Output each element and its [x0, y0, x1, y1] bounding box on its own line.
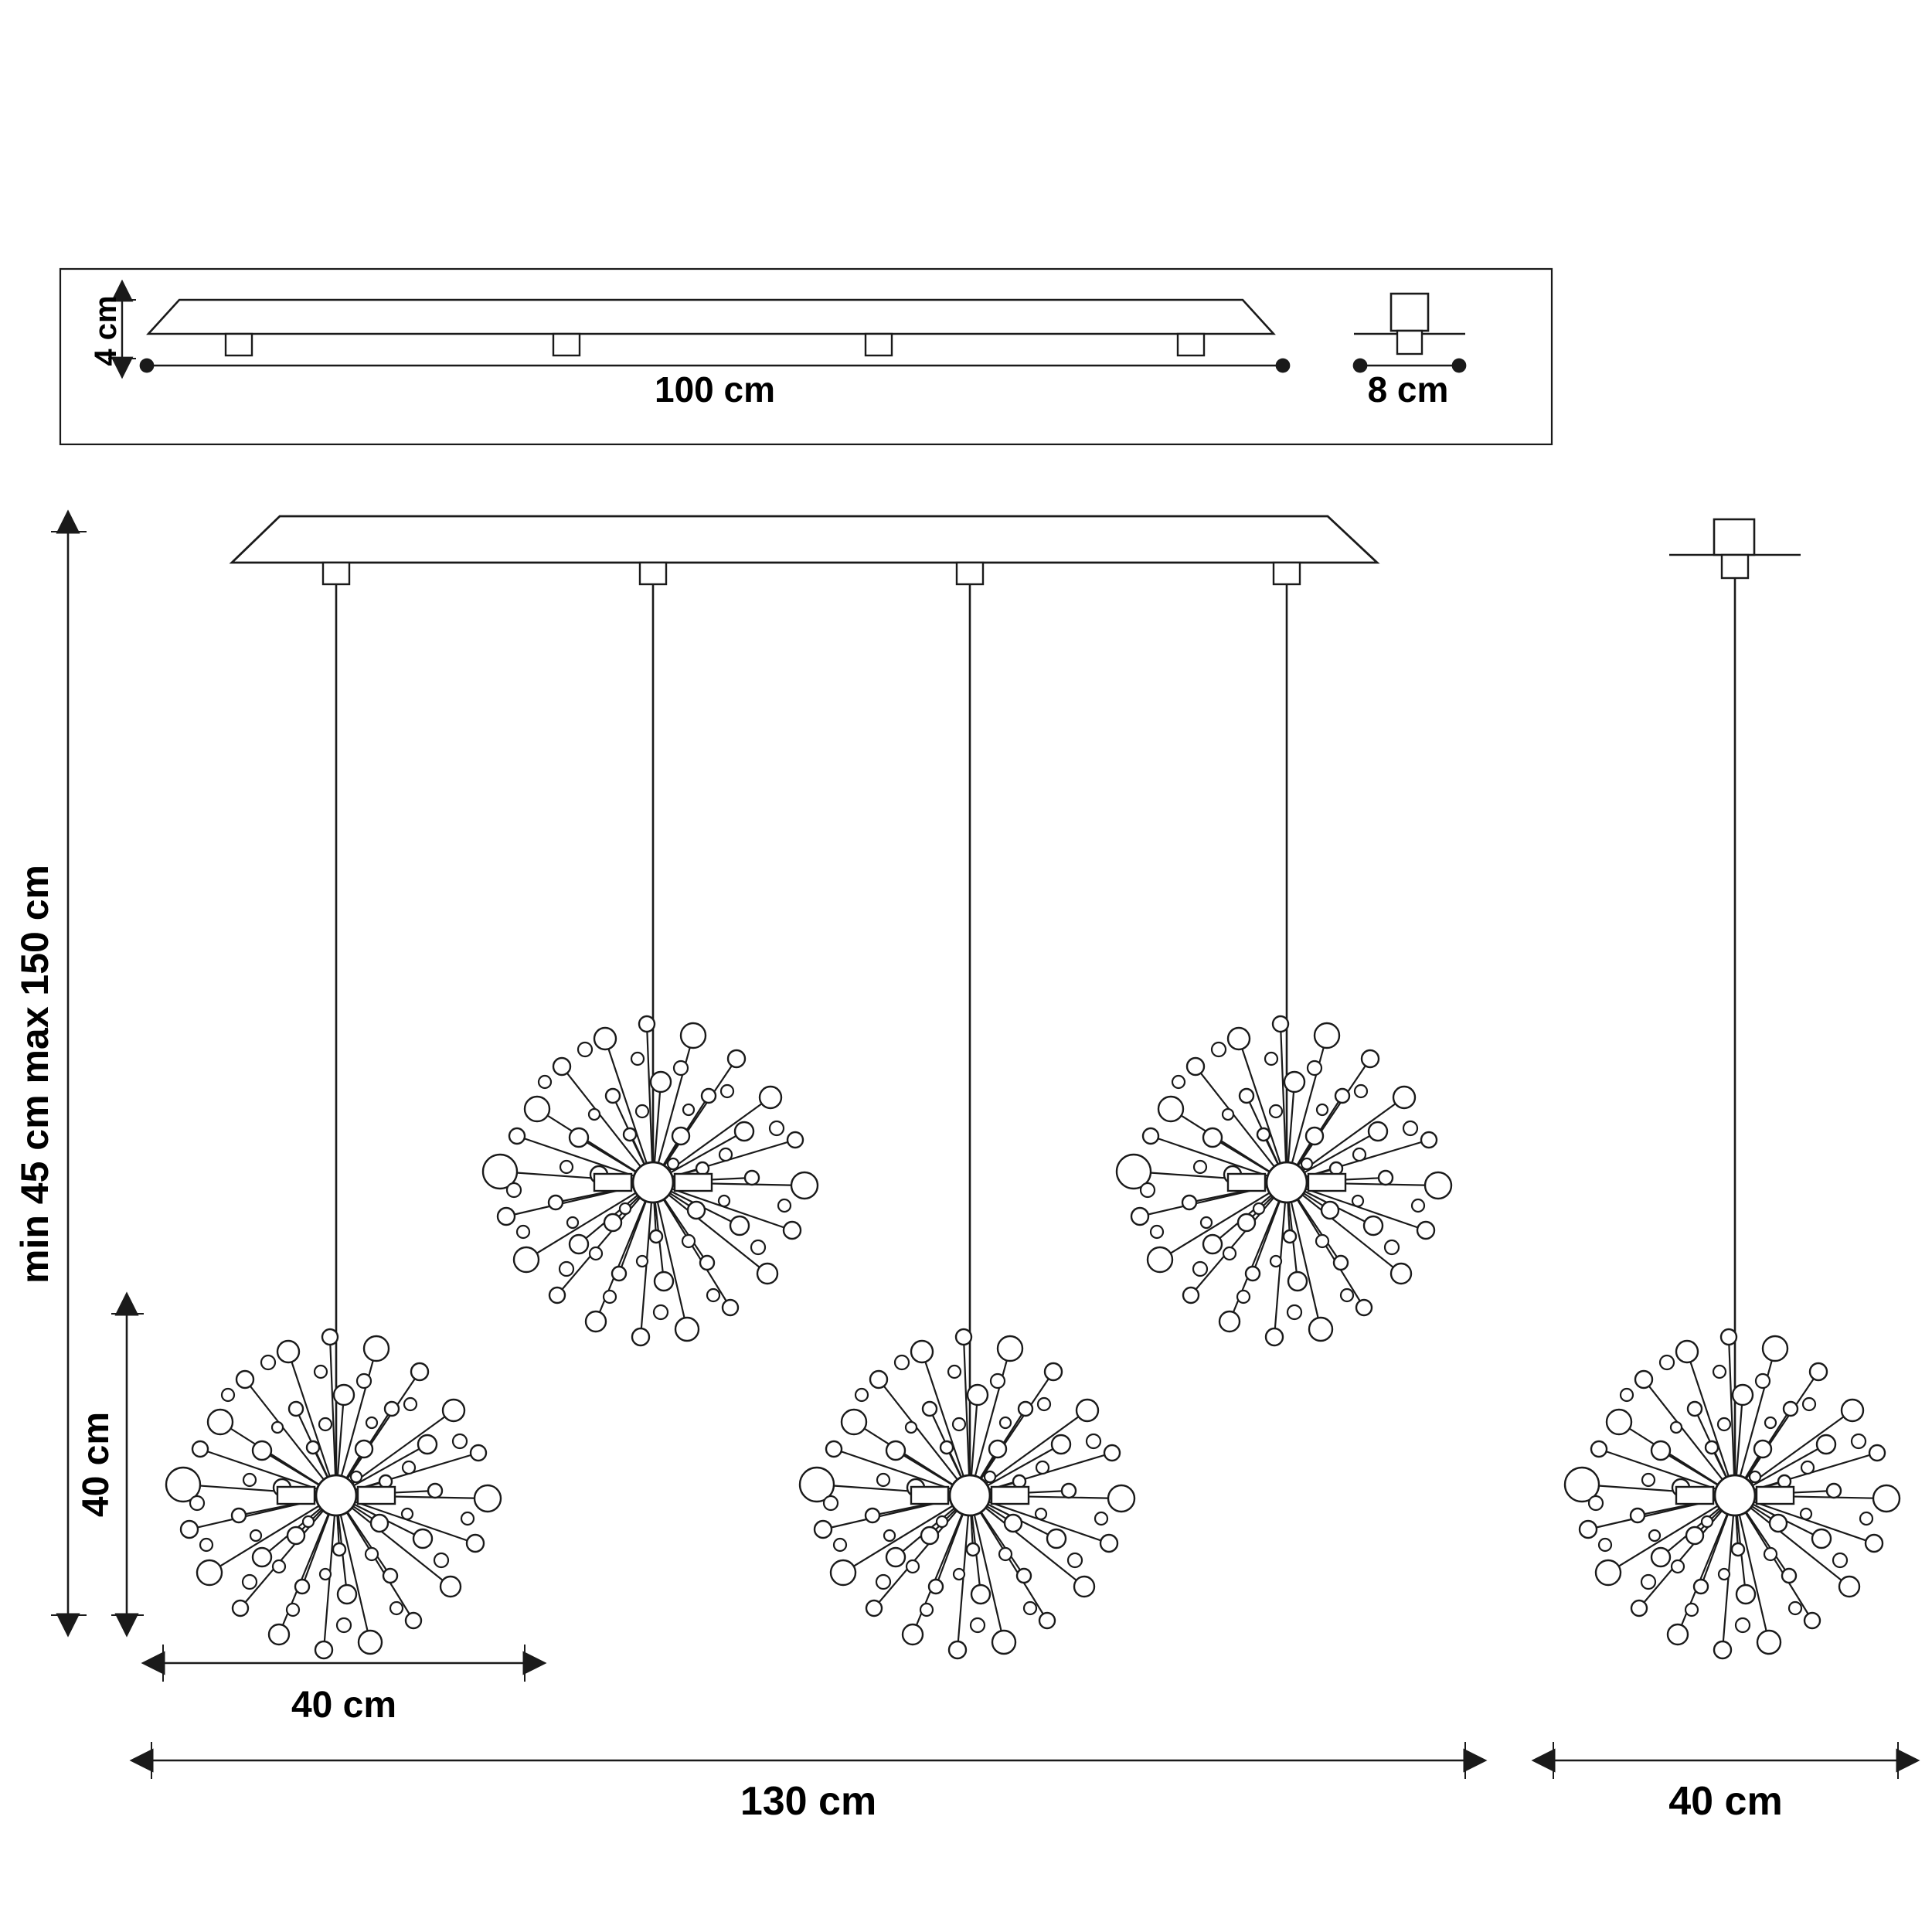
single-pendant-panel	[1553, 519, 1900, 1824]
top-view-panel	[60, 269, 1552, 444]
label-sphere-width: 40 cm	[291, 1685, 397, 1726]
front-view-panel	[13, 516, 1465, 1824]
pendant-2	[483, 1016, 818, 1345]
pendant-5	[1565, 1329, 1900, 1658]
dimension-single-width	[1553, 1742, 1898, 1779]
label-canopy-height: 4 cm	[89, 295, 123, 366]
label-drop-range: min 45 cm max 150 cm	[13, 865, 56, 1284]
pendant-3	[800, 1329, 1134, 1658]
label-sphere-height: 40 cm	[76, 1411, 117, 1518]
pendant-4	[1117, 1016, 1451, 1345]
front-canopy-bar	[232, 516, 1377, 584]
label-overall-width: 130 cm	[740, 1779, 877, 1824]
label-single-width: 40 cm	[1668, 1779, 1783, 1824]
label-canopy-depth: 8 cm	[1367, 369, 1449, 410]
dimension-sphere-width	[163, 1645, 525, 1682]
label-canopy-length: 100 cm	[654, 369, 776, 410]
pendant-1	[166, 1329, 501, 1658]
suspension-cords	[336, 584, 1287, 1495]
dimension-overall-width	[151, 1742, 1465, 1779]
